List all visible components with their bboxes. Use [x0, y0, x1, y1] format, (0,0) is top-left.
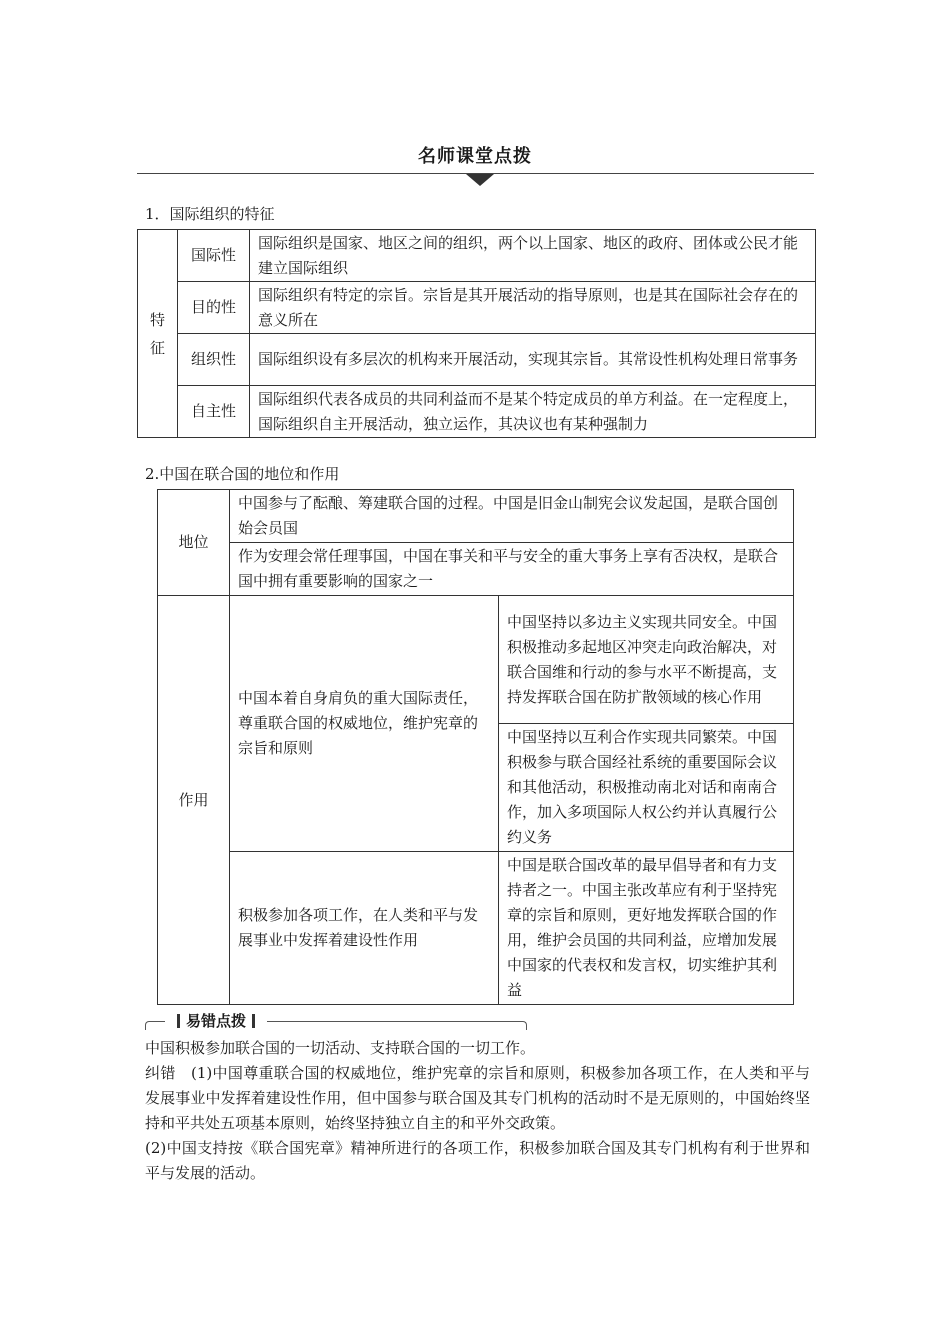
tip-label-wrap: [165, 1010, 267, 1031]
feature-desc: 国际组织有特定的宗旨。宗旨是其开展活动的指导原则，也是其在国际社会存在的意义所在: [250, 282, 816, 334]
feature-name: 自主性: [178, 386, 250, 438]
role-detail: 中国是联合国改革的最早倡导者和有力支持者之一。中国主张改革应有利于坚持宪章的宗旨和原则，更好地发挥联合国的作用，维护会员国的共同利益，应增加发展中国家的代表权和发言权，切实维护其利益: [499, 852, 794, 1005]
feature-name: 国际性: [178, 230, 250, 282]
table-row: [158, 852, 794, 1005]
section-title: 名师课堂点拨: [418, 146, 532, 167]
table-row: [138, 282, 816, 334]
heading-international-org-features: 1．国际组织的特征: [145, 205, 275, 223]
table-row: [158, 543, 794, 596]
tip-bar-icon: [177, 1014, 180, 1028]
table-row: [158, 596, 794, 724]
features-table: [137, 229, 816, 438]
tip-correction-1: 纠错 (1)中国尊重联合国的权威地位，维护宪章的宗旨和原则，积极参加各项工作，在人类和平与发展事业中发挥着建设性作用，但中国参与联合国及其专门机构的活动时不是无原则的，中国始终坚持和平共处五项基本原则，始终坚持独立自主的和平外交政策。: [145, 1064, 810, 1132]
feature-desc: 国际组织设有多层次的机构来开展活动，实现其宗旨。其常设性机构处理日常事务: [250, 334, 816, 386]
china-un-table: [157, 489, 794, 1005]
features-group-label: [138, 230, 178, 438]
tip-statement: 中国积极参加联合国的一切活动、支持联合国的一切工作。: [145, 1039, 536, 1057]
feature-name: 组织性: [178, 334, 250, 386]
table-row: [158, 490, 794, 543]
tip-header: [145, 1012, 525, 1030]
status-label: 地位: [158, 490, 230, 596]
table-row: [138, 334, 816, 386]
table-row: [138, 230, 816, 282]
feature-desc: 国际组织代表各成员的共同利益而不是某个特定成员的单方利益。在一定程度上，国际组织自主开展活动，独立运作，其决议也有某种强制力: [250, 386, 816, 438]
tip-label: 易错点拨: [186, 1012, 247, 1030]
role-summary: 积极参加各项工作，在人类和平与发展事业中发挥着建设性作用: [230, 852, 499, 1005]
table-row: [138, 386, 816, 438]
role-detail: 中国坚持以多边主义实现共同安全。中国积极推动多起地区冲突走向政治解决，对联合国维和行动的参与水平不断提高，支持发挥联合国在防扩散领域的核心作用: [499, 596, 794, 724]
features-group-label-text: 特征: [150, 310, 166, 357]
status-item: 作为安理会常任理事国，中国在事关和平与安全的重大事务上享有否决权，是联合国中拥有重要影响的国家之一: [230, 543, 794, 596]
tip-correction-2: (2)中国支持按《联合国宪章》精神所进行的各项工作，积极参加联合国及其专门机构有利于世界和平与发展的活动。: [145, 1139, 810, 1182]
feature-desc: 国际组织是国家、地区之间的组织，两个以上国家、地区的政府、团体或公民才能建立国际组织: [250, 230, 816, 282]
status-item: 中国参与了酝酿、筹建联合国的过程。中国是旧金山制宪会议发起国，是联合国创始会员国: [230, 490, 794, 543]
role-summary: 中国本着自身肩负的重大国际责任，尊重联合国的权威地位，维护宪章的宗旨和原则: [230, 596, 499, 852]
feature-name: 目的性: [178, 282, 250, 334]
title-triangle-icon: [466, 174, 494, 186]
role-label: 作用: [158, 596, 230, 1005]
tip-bar-icon: [252, 1014, 255, 1028]
role-detail: 中国坚持以互利合作实现共同繁荣。中国积极参与联合国经社系统的重要国际会议和其他活动，积极推动南北对话和南南合作，加入多项国际人权公约并认真履行公约义务: [499, 724, 794, 852]
heading-china-un-role: 2.中国在联合国的地位和作用: [145, 465, 340, 483]
